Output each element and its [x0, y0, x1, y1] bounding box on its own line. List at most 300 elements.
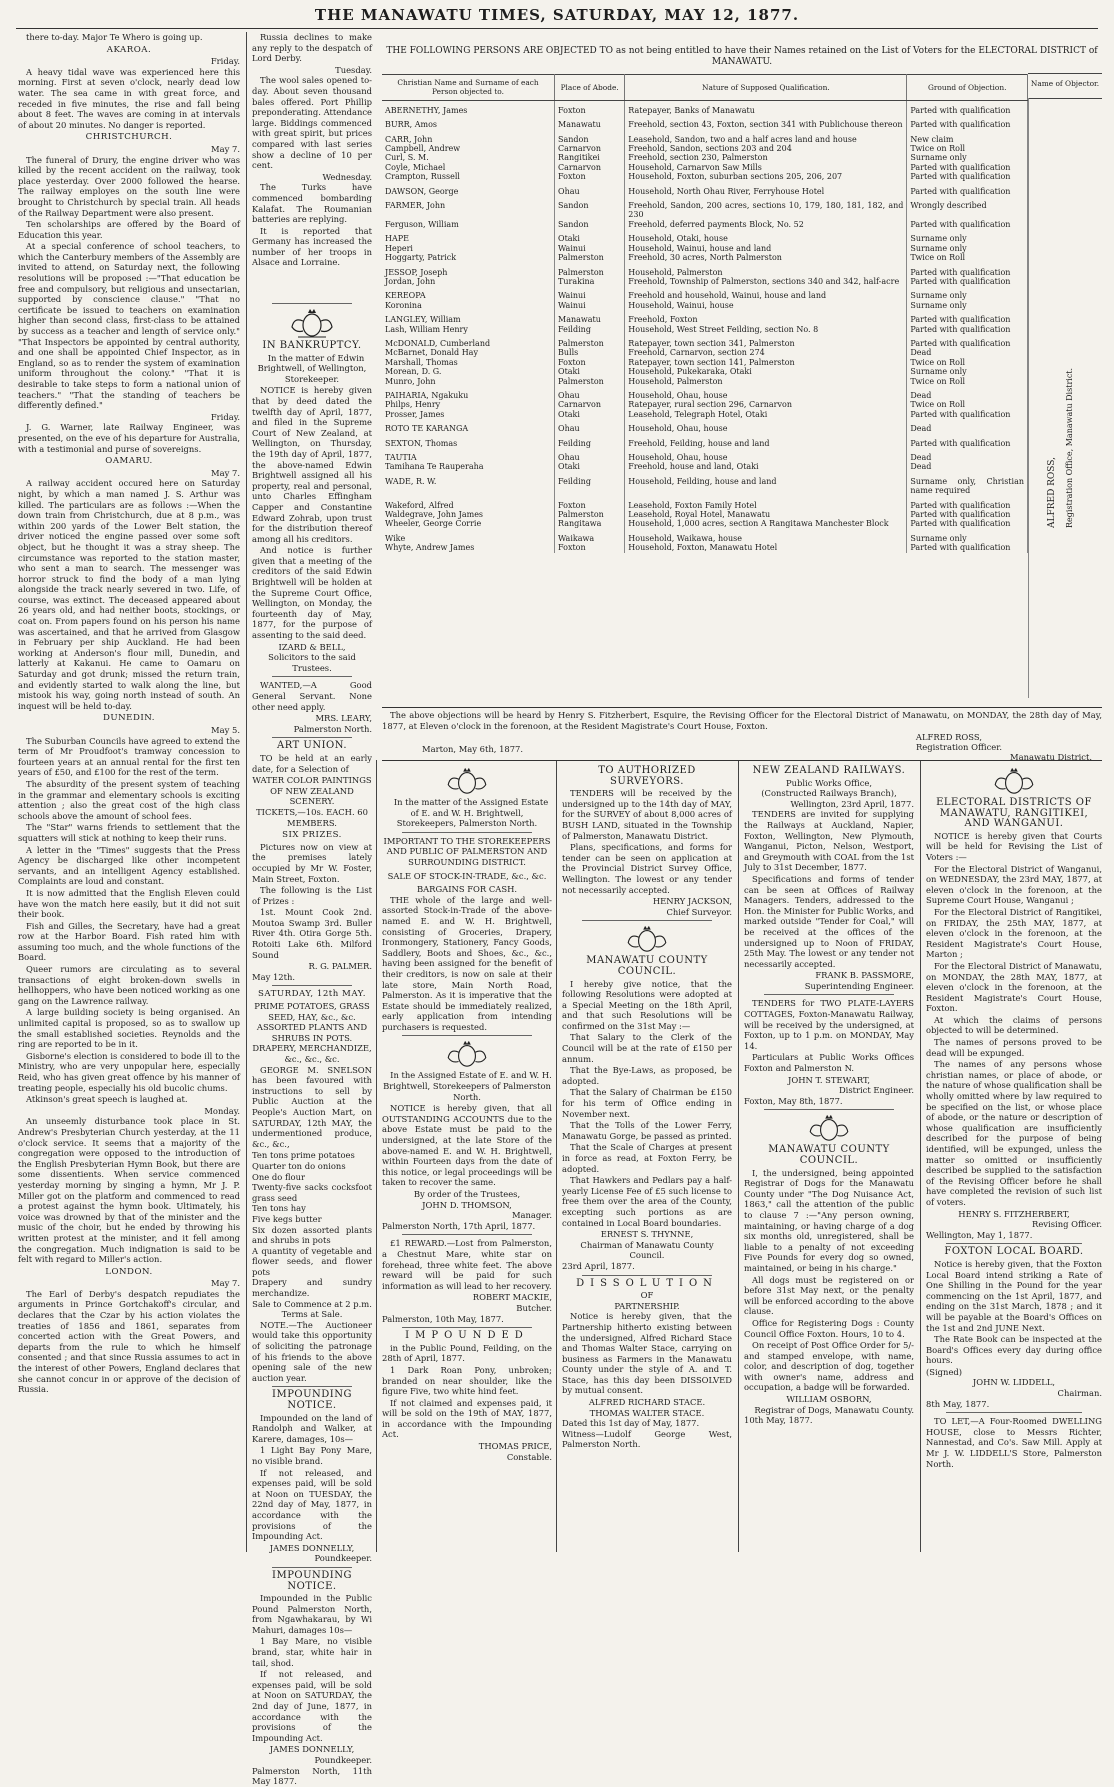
resolution-item: That Hawkers and Pedlars pay a half-yearly License Fee of £5 such license to free them over the area of the County, excepting such portions as are contained in Local Board boundaries. — [562, 1175, 732, 1228]
table-cell: DAWSON, George — [382, 182, 555, 196]
table-cell: Parted with qualification — [907, 543, 1028, 552]
table-row — [382, 229, 1028, 243]
dunedin-date: Monday. — [204, 1105, 240, 1116]
table-cell: Dead — [907, 386, 1028, 400]
table-cell: Bulls — [555, 348, 625, 357]
sale-list-item: Five kegs butter — [252, 1213, 322, 1224]
table-cell: Dead — [907, 462, 1028, 471]
dissolution-witness: Witness—Ludolf George West, Palmerston North. — [562, 1428, 732, 1450]
table-cell: ABERNETHY, James — [382, 100, 555, 115]
masthead-rule — [16, 28, 1098, 29]
table-row — [382, 472, 1028, 496]
sale-commence: Sale to Commence at 2 p.m. — [252, 1298, 372, 1309]
table-cell: Dead — [907, 419, 1028, 433]
table-cell: Freehold, Carnarvon, section 274 — [625, 348, 907, 357]
assigned-matter: In the matter of the Assigned Estate of E. and W. H. Brightwell, Storekeepers, Palmerston North. — [393, 797, 549, 829]
objections-signature: ALFRED ROSS, — [915, 732, 982, 742]
objections-table — [382, 74, 1028, 553]
table-cell: Household, Wainui, house and land — [625, 244, 907, 253]
table-cell: Household, Palmerston — [625, 377, 907, 386]
table-cell: Household, Pukekaraka, Otaki — [625, 367, 907, 376]
separator — [764, 994, 894, 995]
table-cell: Crampton, Russell — [382, 172, 555, 181]
table-cell: Wike — [382, 529, 555, 543]
separator — [272, 1567, 352, 1568]
table-cell: Parted with qualification — [907, 100, 1028, 115]
assigned-place: Palmerston North, 17th April, 1877. — [382, 1220, 536, 1231]
separator — [582, 920, 712, 921]
table-cell: Carnarvon — [555, 163, 625, 172]
county-council-date: 23rd April, 1877. — [562, 1260, 635, 1271]
table-cell: Ratepayer, town section 141, Palmerston — [625, 358, 907, 367]
bankruptcy-body: And notice is further given that a meeting of the creditors of the said Edwin Brightwell will be holden at the Supreme Court Office, Wellington, on Monday, the fourteenth day of May, 1877, for the purpose of assenting to the said deed. — [252, 545, 372, 641]
table-cell: Koronina — [382, 301, 555, 310]
county-council-body: I hereby give notice, that the following Resolutions were adopted at a Special Meeting on the 18th April, and that such Resolutions will be confirmed on the 31st May :— — [562, 978, 732, 1031]
table-cell: Manawatu — [555, 310, 625, 324]
table-row — [382, 334, 1028, 348]
art-union-body: Pictures now on view at the premises lately occupied by Mr W. Foster, Main Street, Foxton. — [252, 841, 372, 884]
objector-office: Registration Office, Manawatu District. — [1065, 367, 1074, 528]
table-row — [382, 496, 1028, 510]
county-council-heading: MANAWATU COUNTY COUNCIL. — [768, 1144, 890, 1166]
table-cell: Otaki — [555, 229, 625, 243]
table-row — [382, 448, 1028, 462]
oamaru-heading: OAMARU. — [105, 456, 153, 467]
railways-role: Superintending Engineer. — [804, 980, 914, 991]
table-row — [382, 325, 1028, 334]
table-cell: Campbell, Andrew — [382, 144, 555, 153]
table-cell: Household, Foxton, Manawatu Hotel — [625, 543, 907, 552]
table-cell: Dead — [907, 448, 1028, 462]
table-cell: Palmerston — [555, 334, 625, 348]
separator — [402, 832, 532, 833]
akaroa-body: A heavy tidal wave was experienced here this morning. First at seven o'clock, nearly dead low water. The sea came in with great force, and receded in five minutes, the rise and fall being about 8 feet. The waves are coming in at intervals of about 20 minutes. No danger is reported. — [18, 66, 240, 130]
table-cell: Wainui — [555, 301, 625, 310]
table-cell: Leasehold, Sandon, two and a half acres land and house — [625, 130, 907, 144]
dunedin-paragraph: The absurdity of the present system of teaching in the grammar and elementary schools is exciting attention ; also the great cost of the high class schools above the amount of school fees. — [18, 778, 240, 821]
akaroa-heading: AKAROA. — [106, 44, 152, 55]
impound-heading: IMPOUNDING NOTICE. — [272, 1569, 352, 1592]
dunedin-paragraph: Queer rumors are circulating as to several transactions of eight broken-down swells in hellhoppers, who have been noticed working as one gang on the Lawrence railway. — [18, 964, 240, 1006]
cottages-date: Foxton, May 8th, 1877. — [744, 1095, 843, 1106]
impound-signature: THOMAS PRICE, — [478, 1441, 552, 1452]
table-cell: Twice on Roll — [907, 358, 1028, 367]
objections-date: Marton, May 6th, 1877. — [422, 744, 524, 754]
foxton-board-heading: FOXTON LOCAL BOARD. — [944, 1246, 1084, 1258]
table-row — [382, 286, 1028, 300]
london-paragraph: Russia declines to make any reply to the despatch of Lord Derby. — [252, 32, 372, 64]
table-row — [382, 153, 1028, 162]
table-cell: Otaki — [555, 367, 625, 376]
table-cell: Lash, William Henry — [382, 325, 555, 334]
table-cell: Munro, John — [382, 377, 555, 386]
table-cell: JESSOP, Joseph — [382, 263, 555, 277]
county-council-role: Registrar of Dogs, Manawatu County. — [754, 1404, 914, 1415]
assigned-signature: JOHN D. THOMSON, — [422, 1199, 512, 1210]
table-cell: Ferguson, William — [382, 220, 555, 229]
table-cell: Jordan, John — [382, 277, 555, 286]
separator — [402, 1234, 532, 1235]
table-cell: Parted with qualification — [907, 277, 1028, 286]
lower-section-rule — [382, 760, 1102, 761]
table-cell: Palmerston — [555, 253, 625, 262]
county-council-body: On receipt of Post Office Order for 5/- and stamped envelope, with name, color, and description of dog, together with owner's name, address and occupation, a badge will be forwarded. — [744, 1340, 914, 1393]
reward-body: £1 REWARD.—Lost from Palmerston, a Chestnut Mare, white star on forehead, three white feet. The above reward will be paid for such information as will lead to her recovery. — [382, 1238, 552, 1291]
table-cell: Household, Waikawa, house — [625, 529, 907, 543]
separator — [764, 1109, 894, 1110]
separator — [272, 985, 352, 986]
table-cell: Foxton — [555, 172, 625, 181]
table-cell: Household, Ohau, house — [625, 386, 907, 400]
table-cell: Household, Otaki, house — [625, 229, 907, 243]
railways-heading: NEW ZEALAND RAILWAYS. — [752, 765, 906, 776]
london-paragraph: The Turks have commenced bombarding Kalafat. The Roumanian batteries are replying. — [252, 182, 372, 225]
table-cell: Parted with qualification — [907, 163, 1028, 172]
table-cell: Morean, D. G. — [382, 367, 555, 376]
art-union-prizes: SIX PRIZES. — [282, 830, 342, 841]
table-cell: WADE, R. W. — [382, 472, 555, 496]
table-cell: McDONALD, Cumberland — [382, 334, 555, 348]
london-body: The Earl of Derby's despatch repudiates the arguments in Prince Gortchakoff's circular, and declares that the Czar by his action violates the treaties of 1856 and 1861, separates from concerted action with the Great Powers, and departs from the rule to which he himself consented ; and that since Russia assumes to act in the interest of other Powers, England declares that she cannot concur in or approve of the decision of Russia. — [18, 1288, 240, 1395]
table-cell: Surname only — [907, 367, 1028, 376]
table-cell: Curl, S. M. — [382, 153, 555, 162]
royal-crest-icon — [441, 1039, 493, 1069]
table-row — [382, 510, 1028, 519]
foxton-board-body: Notice is hereby given, that the Foxton Local Board intend striking a Rate of One Shilling in the Pound for the year commencing on the 1st April, 1877, and ending on the 31st March, 1878 ; and it will be payable at the Board's Offices on the 1st and 2nd JUNE Next. — [926, 1258, 1102, 1333]
table-cell: HAPE — [382, 229, 555, 243]
table-cell: Household, North Ohau River, Ferryhouse Hotel — [625, 182, 907, 196]
table-cell: KEREOPA — [382, 286, 555, 300]
table-cell: Waldegrave, John James — [382, 510, 555, 519]
table-cell: Parted with qualification — [907, 310, 1028, 324]
railways-signature: FRANK B. PASSMORE, — [815, 970, 914, 981]
table-cell: Ratepayer, town section 341, Palmerston — [625, 334, 907, 348]
objections-footer-text: The above objections will be heard by Henry S. Fitzherbert, Esquire, the Revising Officer for the Electoral District of Manawatu, on MONDAY, the 28th day of May, 1877, at Eleven o'clock in the forenoon, at the Resident Magistrate's Court House, Foxton. — [382, 710, 1102, 731]
electoral-paragraph: For the Electoral District of Rangitikei, on FRIDAY, the 25th MAY, 1877, at eleven o'clock in the forenoon, at the Resident Magistrate's Court House, Marton ; — [926, 906, 1102, 960]
table-cell: Twice on Roll — [907, 144, 1028, 153]
separator — [402, 1035, 532, 1036]
electoral-paragraph: The names of persons proved to be dead will be expunged. — [926, 1037, 1102, 1058]
table-cell: Ratepayer, rural section 296, Carnarvon — [625, 400, 907, 409]
impound-heading: IMPOUNDING NOTICE. — [272, 1389, 352, 1411]
masthead: THE MANAWATU TIMES, SATURDAY, MAY 12, 1877. — [314, 6, 800, 24]
table-cell: Parted with qualification — [907, 182, 1028, 196]
table-cell: Dead — [907, 348, 1028, 357]
electoral-paragraph: For the Electoral District of Manawatu, on MONDAY, the 28th MAY, 1877, at eleven o'clock in the forenoon, at the Resident Magistrate's Court House, Foxton. — [926, 960, 1102, 1014]
resolution-item: That the Bye-Laws, as proposed, be adopted. — [562, 1065, 732, 1086]
table-cell: Hoggarty, Patrick — [382, 253, 555, 262]
table-cell: Surname only — [907, 229, 1028, 243]
sale-list-item: Twenty-five sacks cocksfoot grass seed — [252, 1182, 372, 1203]
table-cell: Ohau — [555, 182, 625, 196]
county-council-signature: ERNEST S. THYNNE, — [600, 1229, 694, 1240]
column-rule — [738, 760, 739, 1552]
table-row — [382, 263, 1028, 277]
foxton-board-date: 8th May, 1877. — [926, 1398, 990, 1409]
table-cell: Rangitawa — [555, 519, 625, 528]
table-cell: Household, West Street Feilding, section No. 8 — [625, 325, 907, 334]
table-cell: Freehold, section 43, Foxton, section 341 with Publichouse thereon — [625, 115, 907, 129]
table-row — [382, 244, 1028, 253]
news-column-1 — [18, 32, 240, 1552]
table-cell: CARR, John — [382, 130, 555, 144]
table-cell: Wainui — [555, 286, 625, 300]
table-cell: Surname only — [907, 153, 1028, 162]
table-cell: Freehold, Foxton — [625, 310, 907, 324]
sale-note: NOTE.—The Auctioneer would take this opportunity of soliciting the patronage of his friends to the above opening sale of the new auction year. — [252, 1319, 372, 1383]
table-row — [382, 377, 1028, 386]
railways-office: Public Works Office, — [785, 777, 873, 788]
table-row — [382, 172, 1028, 181]
railways-body: TENDERS are invited for supplying the Railways at Auckland, Napier, Foxton, Wellington, New Plymouth, Wanganui, Picton, Nelson, Westport, and Greymouth with COAL from the 1st July to 31st December, 1877. — [744, 809, 914, 873]
table-cell: Wheeler, George Corrie — [382, 519, 555, 528]
impound-role: Constable. — [506, 1451, 552, 1462]
electoral-paragraph: For the Electoral District of Wanganui, on WEDNESDAY, the 23rd MAY, 1877, at eleven o'clock in the forenoon, at the Supreme Court House, Wanganui ; — [926, 863, 1102, 906]
table-cell: Parted with qualification — [907, 220, 1028, 229]
resolution-item: That the Tolls of the Lower Ferry, Manawatu Gorge, be passed as printed. — [562, 1120, 732, 1141]
bankruptcy-matter: In the matter of Edwin Brightwell, of Wellington, Storekeeper. — [257, 352, 367, 384]
separator — [946, 1243, 1082, 1244]
table-row — [382, 253, 1028, 262]
electoral-date: Wellington, May 1, 1877. — [926, 1229, 1033, 1240]
table-cell: BURR, Amos — [382, 115, 555, 129]
wanted-body: WANTED,—A Good General Servant. None other need apply. — [252, 680, 372, 712]
table-cell: Wrongly described — [907, 196, 1028, 220]
table-cell: Rangitikei — [555, 153, 625, 162]
table-row — [382, 410, 1028, 419]
table-cell: Carnarvon — [555, 144, 625, 153]
dissolution-signature: ALFRED RICHARD STACE. — [588, 1397, 706, 1408]
county-council-office: Office for Registering Dogs : County Council Office Foxton. Hours, 10 to 4. — [744, 1317, 914, 1339]
resolution-item: That Salary to the Clerk of the Council will be at the rate of £150 per annum. — [562, 1032, 732, 1064]
county-council-body: I, the undersigned, being appointed Registrar of Dogs for the Manawatu County under "The Dog Nuisance Act, 1863," call the attention of the public to clause 7 :—"Any person owning, maintaining, or having charge of a dog six months old, unregistered, shall be liable to a penalty of not exceeding Five Pounds for every dog so owned, maintained, or being in his charge." — [744, 1167, 914, 1273]
impound-signature: JAMES DONNELLY, — [269, 1542, 355, 1553]
foxton-board-signature: JOHN W. LIDDELL, — [972, 1377, 1056, 1388]
column-rule — [920, 760, 921, 1552]
table-row — [382, 310, 1028, 324]
christchurch-heading: CHRISTCHURCH. — [85, 132, 173, 143]
royal-crest-icon — [988, 766, 1040, 796]
table-cell: SEXTON, Thomas — [382, 434, 555, 448]
christchurch-date: May 7. — [211, 143, 240, 154]
table-cell: Prosser, James — [382, 410, 555, 419]
dunedin-paragraph: The Suburban Councils have agreed to extend the term of Mr Proudfoot's tramway concession to fourteen years at an annual rental for the first ten years of £50, and £100 for the rest of the term. — [18, 735, 240, 778]
table-cell: Surname only — [907, 286, 1028, 300]
table-cell: Foxton — [555, 496, 625, 510]
dissolution-of: OF — [640, 1290, 654, 1301]
dunedin-paragraph: Atkinson's great speech is laughed at. — [26, 1094, 188, 1105]
christchurch-date: Friday. — [210, 411, 240, 422]
assigned-by-order: By order of the Trustees, — [413, 1189, 521, 1199]
column-header: Christian Name and Surname of each Person objected to. — [382, 75, 555, 101]
surveyors-heading: TO AUTHORIZED SURVEYORS. — [598, 765, 696, 787]
column-rule — [376, 760, 377, 1552]
table-cell: Coyle, Michael — [382, 163, 555, 172]
column-rule — [246, 32, 247, 1552]
table-cell: Freehold, Feilding, house and land — [625, 434, 907, 448]
dissolution-date: Dated this 1st day of May, 1877. — [562, 1418, 700, 1429]
table-cell: Household, Wainui, house — [625, 301, 907, 310]
table-row — [382, 163, 1028, 172]
objector-name: ALFRED ROSS, — [1047, 456, 1057, 528]
london-paragraph: It is reported that Germany has increased the number of her troops in Alsace and Lorraine. — [252, 225, 372, 268]
table-row — [382, 543, 1028, 552]
reward-role: Butcher. — [516, 1302, 552, 1313]
reward-signature: ROBERT MACKIE, — [472, 1292, 552, 1303]
objections-role: Registration Officer. — [916, 742, 1002, 752]
sale-terms: Terms at Sale. — [281, 1309, 343, 1320]
table-cell: Household, Foxton, suburban sections 205, 206, 207 — [625, 172, 907, 181]
objections-heading: THE FOLLOWING PERSONS ARE OBJECTED TO as not being entitled to have their Names retained on the List of Voters for the ELECTORAL DISTRICT of MANAWATU. — [386, 46, 1098, 67]
royal-crest-icon — [441, 766, 493, 796]
table-row — [382, 519, 1028, 528]
dissolution-subheading: PARTNERSHIP. — [614, 1300, 680, 1311]
akaroa-date: Friday. — [210, 56, 240, 67]
royal-crest-icon — [286, 307, 338, 339]
table-cell: Leasehold, Telegraph Hotel, Otaki — [625, 410, 907, 419]
table-cell: Parted with qualification — [907, 263, 1028, 277]
art-union-paintings: WATER COLOR PAINTINGS OF NEW ZEALAND SCENERY. — [252, 775, 372, 807]
surveyors-body: Plans, specifications, and forms for tender can be seen on application at the Provincial District Survey Office, Wellington. The lowest or any tender not necessarily accepted. — [562, 842, 732, 895]
art-union-list-intro: The following is the List of Prizes : — [252, 885, 372, 906]
impound-body: If not released, and expenses paid, will be sold at Noon on TUESDAY, the 22nd day of May, 1877, in accordance with the provisions of the Impounding Act. — [252, 1467, 372, 1542]
table-cell: Parted with qualification — [907, 172, 1028, 181]
table-cell: Foxton — [555, 100, 625, 115]
table-cell: Twice on Roll — [907, 377, 1028, 386]
table-cell: Household, Ohau, house — [625, 419, 907, 433]
table-cell: Marshall, Thomas — [382, 358, 555, 367]
separator — [946, 1412, 1082, 1413]
table-cell: Freehold and household, Wainui, house and land — [625, 286, 907, 300]
table-cell: Parted with qualification — [907, 325, 1028, 334]
sale-list-item: Ten tons hay — [252, 1203, 306, 1214]
sale-list-item: Ten tons prime potatoes — [252, 1150, 355, 1161]
table-cell: Surname only — [907, 301, 1028, 310]
surveyors-role: Chief Surveyor. — [666, 906, 732, 917]
impound-item: 1 Bay Mare, no visible brand, star, white hair in tail, shod. — [252, 1636, 372, 1668]
sale-items: DRAPERY, MERCHANDIZE, &c., &c., &c. — [252, 1043, 372, 1064]
electoral-paragraph: The names of any persons whose christian names, or place of abode, or the nature of whose qualification shall be wholly omitted where by law required to be specified on the list, or whose place of abode, or the nature or description of whose qualification are insufficiently described for the purpose of being identified, will be expunged, unless the matter so omitted or insufficiently described be supplied to the satisfaction of the Revising Officer before he shall have completed the revision of such list of voters. — [926, 1059, 1103, 1207]
news-intro: there to-day. Major Te Whero is going up. — [26, 32, 203, 42]
dunedin-paragraph: Fish and Gilles, the Secretary, have had a great row at the Harbor Board. Fish rated him with assuming too much, and the whole functions of the Board. — [18, 920, 240, 963]
table-cell: Freehold, Sandon, 200 acres, sections 10, 179, 180, 181, 182, and 230 — [625, 196, 907, 220]
table-cell: Household, Feilding, house and land — [625, 472, 907, 496]
impound-body: Impounded on the land of Randolph and Walker, at Karere, damages, 10s— — [252, 1412, 372, 1444]
bankruptcy-heading: IN BANKRUPTCY. — [262, 340, 362, 351]
reward-place: Palmerston, 10th May, 1877. — [382, 1313, 504, 1324]
foxton-board-signed-label: (Signed) — [926, 1366, 963, 1377]
assigned-body: THE whole of the large and well-assorted Stock-in-Trade of the above-named E. and W. H. Brightwell, consisting of Groceries, Drapery, Ironmongery, Stationery, Fancy Goods, Saddlery, Boots and Shoes, &c., &c., having been assigned for the benefit of their creditors, is now on sale at their late store, Main North Road, Palmerston. As it is imperative that the Estate should be immediately realized, early application from intending purchasers is requested. — [382, 894, 552, 1032]
christchurch-paragraph: At a special conference of school teachers, to which the Canterbury members of the Assembly are invited to attend, on Saturday next, the following resolutions will be proposed :—"That education be free and compulsory, but religious and unsectarian, supported by conscience clause." "That no certificate be issued to teachers on examination higher than second class, first-class to be attained by success as a teacher and length of service only." "That Inspectors be appointed by central authority, and one shall be appointed Chief Inspector, as in England, so as to render the system of examination uniform throughout the colony." "That it is desirable to take steps to form a national union of teachers." "That the standing of teachers be differently defined." — [18, 241, 240, 411]
separator — [272, 676, 352, 677]
table-cell: Wainui — [555, 244, 625, 253]
table-cell: McBarnet, Donald Hay — [382, 348, 555, 357]
impound-signature: JAMES DONNELLY, — [269, 1744, 355, 1755]
cottages-body: Particulars at Public Works Offices Foxton and Palmerston N. — [744, 1052, 914, 1074]
railways-body: Specifications and forms of tender can be seen at Offices of Railway Managers. Tenders, addressed to the Hon. the Minister for Public Works, and marked outside "Tender for Coal," will be received at the offices of the undersigned up to Noon of FRIDAY, 25th May. The lowest or any tender not necessarily accepted. — [744, 873, 914, 969]
sale-items: PRIME POTATOES, GRASS SEED, HAY, &c., &c. — [254, 1001, 370, 1022]
resolution-item: That the Scale of Charges at present in force as read, at Foxton Ferry, be adopted. — [562, 1142, 732, 1174]
table-cell: Household, Ohau, house — [625, 448, 907, 462]
table-cell: Foxton — [555, 358, 625, 367]
dunedin-paragraph: The "Star" warns friends to settlement that the squatters will stick at nothing to keep their runs. — [18, 822, 240, 843]
dunedin-paragraph: A letter in the "Times" suggests that the Press Agency be discharged like other incompetent servants, and an intelligent Agency established. Complaints are loud and constant. — [18, 844, 240, 887]
table-row — [382, 419, 1028, 433]
table-cell: Twice on Roll — [907, 400, 1028, 409]
column-3 — [382, 764, 552, 1550]
surveyors-body: TENDERS will be received by the undersigned up to the 14th day of MAY, for the SURVEY of about 8,000 acres of BUSH LAND, situated in the Township of Palmerston, Manawatu District. — [562, 788, 732, 841]
column-6 — [926, 764, 1102, 1550]
objections-footer — [382, 710, 1102, 762]
table-cell: Household, Palmerston — [625, 263, 907, 277]
table-cell: PAIHARIA, Ngakuku — [382, 386, 555, 400]
county-council-body: All dogs must be registered on or before 31st May next, or the penalty will be enforced according to the above clause. — [744, 1274, 914, 1317]
bankruptcy-signature: IZARD & BELL, — [278, 641, 346, 652]
impound-role: Poundkeeper. — [314, 1755, 372, 1765]
table-cell: Sandon — [555, 196, 625, 220]
electoral-heading: ELECTORAL DISTRICTS OF MANAWATU, RANGITIKEI, AND WANGANUI. — [936, 797, 1092, 830]
objections-rule — [382, 707, 1102, 708]
christchurch-paragraph: The funeral of Drury, the engine driver who was killed by the recent accident on the railway, took place yesterday. Over 2000 followed the hearse. The railway employes on the south line were brought to Christchurch by special train. All heads of the Railway Department were also present. — [18, 154, 240, 218]
dunedin-paragraph: A large building society is being organised. An unlimited capital is proposed, so as to swallow up the small established societies. Reynolds and the ring are reported to be in it. — [18, 1007, 240, 1050]
foxton-board-body: The Rate Book can be inspected at the Board's Offices every day during office hours. — [926, 1334, 1102, 1366]
table-cell: Philps, Henry — [382, 400, 555, 409]
table-row — [382, 130, 1028, 144]
objections-table-body — [382, 100, 1028, 552]
table-cell: Manawatu — [555, 115, 625, 129]
table-row — [382, 462, 1028, 471]
table-header-row — [382, 75, 1028, 101]
column-4 — [562, 764, 732, 1550]
table-cell: Household, 1,000 acres, section A Rangitawa Manchester Block — [625, 519, 907, 528]
london-date: Tuesday. — [335, 64, 372, 75]
table-cell: Parted with qualification — [907, 510, 1028, 519]
wanted-name: MRS. LEARY, — [315, 713, 372, 724]
column-header: Ground of Objection. — [907, 75, 1028, 101]
dunedin-date: May 5. — [211, 725, 240, 735]
electoral-paragraph: At which the claims of persons objected to will be determined. — [926, 1014, 1102, 1036]
table-cell: Surname only — [907, 244, 1028, 253]
table-cell: Heperi — [382, 244, 555, 253]
resolution-item: That the Salary of Chairman be £150 for his term of Office ending in November next. — [562, 1087, 732, 1119]
table-cell: Ohau — [555, 419, 625, 433]
electoral-body: NOTICE is hereby given that Courts will be held for Revising the List of Voters :— — [926, 830, 1102, 862]
railways-branch: (Constructed Railways Branch), — [761, 788, 897, 799]
table-cell: Freehold, section 230, Palmerston — [625, 153, 907, 162]
table-cell: Ohau — [555, 386, 625, 400]
table-cell: Palmerston — [555, 510, 625, 519]
london-date: Wednesday. — [322, 171, 372, 182]
table-row — [382, 434, 1028, 448]
column-header: Nature of Supposed Qualification. — [625, 75, 907, 101]
table-cell: Carnarvon — [555, 400, 625, 409]
table-cell: Otaki — [555, 410, 625, 419]
table-cell: Sandon — [555, 130, 625, 144]
table-row — [382, 367, 1028, 376]
christchurch-paragraph: J. G. Warner, late Railway Engineer, was presented, on the eve of his departure for Australia, with a testimonial and purse of sovereigns. — [18, 422, 240, 454]
table-cell: Surname only, Christian name required — [907, 472, 1028, 496]
table-cell: Tamihana Te Rauperaha — [382, 462, 555, 471]
dunedin-paragraph: Gisborne's election is considered to bode ill to the Ministry, who are very unpopular here, especially Reid, who has given great offence by his manner of treating people, especially his old bucolic chums. — [18, 1050, 240, 1093]
sale-body: GEORGE M. SNELSON has been favoured with instructions to sell by Public Auction at the People's Auction Mart, on SATURDAY, 12th MAY, the undermentioned produce, &c., &c., — [252, 1064, 372, 1149]
table-cell: Parted with qualification — [907, 496, 1028, 510]
impound-body: If not claimed and expenses paid, it will be sold on the 19th of MAY, 1877, in accordance with the Impounding Act. — [382, 1397, 552, 1440]
table-row — [382, 220, 1028, 229]
art-union-list: 1st. Mount Cook 2nd. Moutoa Swamp 3rd. Buller River 4th. Otira Gorge 5th. Rotoiti Lake 6th. Milford Sound — [252, 907, 372, 960]
assigned-important: IMPORTANT TO THE STOREKEEPERS AND PUBLIC OF PALMERSTON AND SURROUNDING DISTRICT. — [383, 835, 551, 867]
royal-crest-icon — [621, 924, 673, 954]
impound-body: Impounded in the Public Pound Palmerston North, from Ngawhakarau, by Wi Mahuri, damages 10s— — [252, 1593, 372, 1635]
